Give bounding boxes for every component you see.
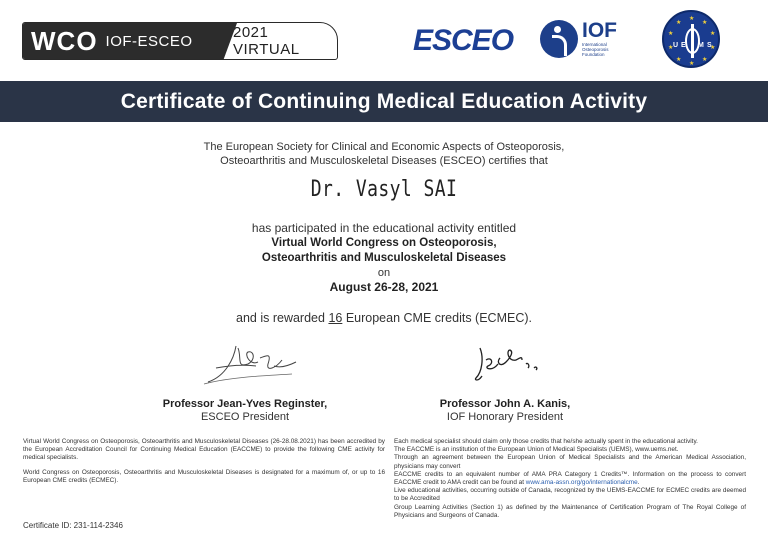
credits-suffix: European CME credits (ECMEC). xyxy=(345,311,532,325)
cme-info-line: Each medical specialist should claim only those credits that he/she actually spent in the educational activity. xyxy=(394,438,698,445)
wco-badge-dark-section xyxy=(23,23,223,59)
uems-star-icon: ★ xyxy=(668,31,674,37)
cme-info-text-part: EACCME credits to an equivalent number of AMA PRA Category 1 Credits™. Information on the process to convert EACCME credit to AMA credit can be found at xyxy=(394,470,746,487)
signer-kanis xyxy=(410,398,600,424)
uems-logo xyxy=(662,10,720,68)
uems-star-icon: ★ xyxy=(668,45,674,51)
event-title xyxy=(0,236,768,266)
credits-statement xyxy=(0,311,768,325)
signer-reginster xyxy=(150,398,340,424)
uems-letter: S xyxy=(707,42,712,49)
intro-line: The European Society for Clinical and Economic Aspects of Osteoporosis, xyxy=(203,141,565,153)
iof-logo-text: IOF xyxy=(582,19,617,42)
signer-name: Professor Jean-Yves Reginster, xyxy=(162,398,328,410)
cme-info-line: Through an agreement between the European Union of Medical Specialists and the American Medical Association, physicians may convert xyxy=(394,454,746,470)
uems-star-icon: ★ xyxy=(689,61,695,67)
event-title-line: Osteoarthritis and Musculoskeletal Diseases xyxy=(261,252,507,264)
uems-star-icon: ★ xyxy=(710,31,716,37)
event-date: August 26-28, 2021 xyxy=(329,280,439,294)
uems-letter: E xyxy=(681,42,686,49)
on-word: on xyxy=(377,267,391,279)
signature-kanis xyxy=(470,338,545,386)
certificate-id: Certificate ID: 231-114-2346 xyxy=(23,521,123,530)
wco-logo xyxy=(31,26,98,57)
certificate-title: Certificate of Continuing Medical Education Activity xyxy=(120,89,648,113)
cme-info-line: Group Learning Activities (Section 1) as defined by the Maintenance of Certification Program of The Royal College of Physicians and Surgeons of Canada. xyxy=(394,503,746,519)
signer-role: IOF Honorary President xyxy=(446,411,564,423)
uems-star-icon: ★ xyxy=(710,45,716,51)
credits-prefix: and is rewarded xyxy=(236,311,325,325)
uems-star-icon: ★ xyxy=(702,20,708,26)
accreditation-paragraph: World Congress on Osteoporosis, Osteoarthritis and Musculoskeletal Diseases is designated for a maximum of, or up to 16 European CME credits (ECMEC). xyxy=(23,468,385,484)
signer-role: ESCEO President xyxy=(200,411,290,423)
esceo-logo: ESCEO xyxy=(413,24,514,57)
intro-text xyxy=(0,140,768,168)
wco-subtitle: IOF-ESCEO xyxy=(105,32,193,50)
wco-badge xyxy=(22,22,338,60)
caduceus-snake-icon xyxy=(685,28,700,54)
uems-star-icon: ★ xyxy=(689,16,695,22)
uems-star-icon: ★ xyxy=(676,57,682,63)
iof-tagline: International Osteoporosis Foundation xyxy=(582,42,609,57)
cme-info-line xyxy=(394,471,746,487)
uems-star-icon: ★ xyxy=(702,57,708,63)
cme-info-text-part: . xyxy=(637,479,640,487)
wco-year: 2021 VIRTUAL xyxy=(233,24,300,58)
iof-figure-icon xyxy=(540,20,578,58)
iof-logo xyxy=(540,18,620,60)
title-bar xyxy=(0,81,768,122)
accreditation-paragraph: Virtual World Congress on Osteoporosis, Osteoarthritis and Musculoskeletal Diseases (26-28.08.2021) has been accredited by the European Accreditation Council for Continuing Medical Education (EACCME) to provide the following CME activity for medical specialists. xyxy=(23,438,385,462)
wco-logo-text: WCO xyxy=(31,25,98,56)
intro-line: Osteoarthritis and Musculoskeletal Diseases (ESCEO) certifies that xyxy=(220,155,548,167)
signature-reginster xyxy=(196,338,306,388)
uems-letter: M xyxy=(698,42,704,49)
accreditation-text xyxy=(23,438,385,491)
cme-info-line: Live educational activities, occurring outside of Canada, recognized by the UEMS-EACCME for ECMEC credits are deemed to be Accredited xyxy=(394,487,746,503)
cme-info-line: The EACCME is an institution of the European Union of Medical Specialists (UEMS), www.uems.net. xyxy=(394,446,679,454)
signer-name: Professor John A. Kanis, xyxy=(439,398,571,410)
uems-letter: U xyxy=(673,42,679,49)
cme-info-text xyxy=(394,438,746,520)
recipient-name: Dr. Vasyl SAI xyxy=(310,177,458,202)
event-title-line: Virtual World Congress on Osteoporosis, xyxy=(271,237,497,249)
participated-text: has participated in the educational activity entitled xyxy=(251,221,517,235)
uems-star-icon: ★ xyxy=(676,20,682,26)
credits-number: 16 xyxy=(328,311,343,325)
ama-link[interactable]: www.ama-assn.org/go/internationalcme xyxy=(525,479,638,487)
